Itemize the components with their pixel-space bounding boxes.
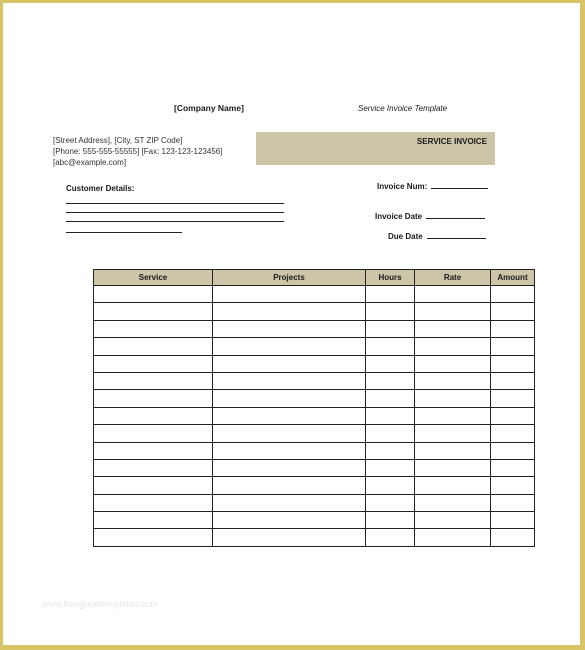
table-body [94, 286, 535, 547]
service-cell[interactable] [94, 355, 213, 372]
hours-cell[interactable] [366, 286, 415, 303]
column-header-projects: Projects [213, 270, 366, 286]
table-row [94, 320, 535, 337]
table-row [94, 390, 535, 407]
service-cell[interactable] [94, 459, 213, 476]
hours-cell[interactable] [366, 320, 415, 337]
table-row [94, 477, 535, 494]
amount-cell[interactable] [491, 512, 535, 529]
amount-cell[interactable] [491, 529, 535, 546]
amount-cell[interactable] [491, 442, 535, 459]
line-items-table [93, 269, 535, 547]
address-line: [Street Address], [City, ST ZIP Code] [53, 136, 183, 145]
hours-cell[interactable] [366, 529, 415, 546]
service-cell[interactable] [94, 529, 213, 546]
due-date-blank[interactable] [427, 230, 486, 239]
amount-cell[interactable] [491, 494, 535, 511]
column-header-hours: Hours [366, 270, 415, 286]
projects-cell[interactable] [213, 425, 366, 442]
hours-cell[interactable] [366, 425, 415, 442]
invoice-date-label: Invoice Date [375, 212, 423, 221]
column-header-rate: Rate [415, 270, 491, 286]
company-name: [Company Name] [174, 103, 244, 113]
service-cell[interactable] [94, 512, 213, 529]
rate-cell[interactable] [415, 320, 491, 337]
service-cell[interactable] [94, 320, 213, 337]
customer-details-line[interactable] [66, 203, 284, 204]
invoice-date-blank[interactable] [426, 210, 485, 219]
projects-cell[interactable] [213, 407, 366, 424]
customer-details-line[interactable] [66, 232, 182, 233]
rate-cell[interactable] [415, 338, 491, 355]
projects-cell[interactable] [213, 372, 366, 389]
service-cell[interactable] [94, 477, 213, 494]
projects-cell[interactable] [213, 442, 366, 459]
customer-details-line[interactable] [66, 221, 284, 222]
service-invoice-banner [256, 132, 495, 165]
amount-cell[interactable] [491, 303, 535, 320]
table-row [94, 529, 535, 546]
rate-cell[interactable] [415, 355, 491, 372]
projects-cell[interactable] [213, 477, 366, 494]
projects-cell[interactable] [213, 459, 366, 476]
invoice-num-label: Invoice Num: [377, 182, 428, 191]
projects-cell[interactable] [213, 494, 366, 511]
projects-cell[interactable] [213, 512, 366, 529]
projects-cell[interactable] [213, 390, 366, 407]
table-row [94, 303, 535, 320]
hours-cell[interactable] [366, 390, 415, 407]
due-date-label: Due Date [388, 232, 423, 241]
amount-cell[interactable] [491, 425, 535, 442]
hours-cell[interactable] [366, 407, 415, 424]
amount-cell[interactable] [491, 407, 535, 424]
rate-cell[interactable] [415, 303, 491, 320]
rate-cell[interactable] [415, 390, 491, 407]
service-cell[interactable] [94, 372, 213, 389]
service-invoice-label: SERVICE INVOICE [416, 137, 487, 146]
watermark: www.freegreattemplates.com [42, 599, 159, 609]
table-row [94, 407, 535, 424]
customer-details-line[interactable] [66, 212, 284, 213]
column-header-amount: Amount [491, 270, 535, 286]
projects-cell[interactable] [213, 355, 366, 372]
service-cell[interactable] [94, 286, 213, 303]
rate-cell[interactable] [415, 407, 491, 424]
service-cell[interactable] [94, 338, 213, 355]
rate-cell[interactable] [415, 459, 491, 476]
invoice-date-field [375, 210, 485, 221]
hours-cell[interactable] [366, 494, 415, 511]
service-cell[interactable] [94, 390, 213, 407]
rate-cell[interactable] [415, 529, 491, 546]
email-line: [abc@example.com] [53, 158, 127, 167]
rate-cell[interactable] [415, 425, 491, 442]
amount-cell[interactable] [491, 477, 535, 494]
service-cell[interactable] [94, 442, 213, 459]
rate-cell[interactable] [415, 442, 491, 459]
amount-cell[interactable] [491, 286, 535, 303]
due-date-field [388, 230, 486, 241]
table-row [94, 338, 535, 355]
rate-cell[interactable] [415, 372, 491, 389]
table-row [94, 425, 535, 442]
projects-cell[interactable] [213, 286, 366, 303]
projects-cell[interactable] [213, 303, 366, 320]
hours-cell[interactable] [366, 512, 415, 529]
service-cell[interactable] [94, 494, 213, 511]
invoice-num-blank[interactable] [431, 180, 488, 189]
rate-cell[interactable] [415, 512, 491, 529]
table-row [94, 372, 535, 389]
hours-cell[interactable] [366, 442, 415, 459]
hours-cell[interactable] [366, 372, 415, 389]
service-cell[interactable] [94, 407, 213, 424]
amount-cell[interactable] [491, 459, 535, 476]
table-row [94, 442, 535, 459]
service-cell[interactable] [94, 303, 213, 320]
amount-cell[interactable] [491, 355, 535, 372]
amount-cell[interactable] [491, 338, 535, 355]
table-row [94, 512, 535, 529]
table-header-row [94, 270, 535, 286]
table-row [94, 494, 535, 511]
amount-cell[interactable] [491, 320, 535, 337]
hours-cell[interactable] [366, 477, 415, 494]
table-row [94, 355, 535, 372]
hours-cell[interactable] [366, 338, 415, 355]
contact-line: [Phone: 555-555-55555] [Fax: 123-123-123456] [53, 147, 223, 156]
rate-cell[interactable] [415, 286, 491, 303]
hours-cell[interactable] [366, 459, 415, 476]
amount-cell[interactable] [491, 390, 535, 407]
invoice-num-field [377, 180, 488, 191]
hours-cell[interactable] [366, 355, 415, 372]
projects-cell[interactable] [213, 320, 366, 337]
hours-cell[interactable] [366, 303, 415, 320]
table-row [94, 286, 535, 303]
rate-cell[interactable] [415, 494, 491, 511]
service-cell[interactable] [94, 425, 213, 442]
projects-cell[interactable] [213, 338, 366, 355]
projects-cell[interactable] [213, 529, 366, 546]
rate-cell[interactable] [415, 477, 491, 494]
column-header-service: Service [94, 270, 213, 286]
amount-cell[interactable] [491, 372, 535, 389]
customer-details-label: Customer Details: [66, 184, 135, 193]
table-row [94, 459, 535, 476]
template-title: Service Invoice Template [358, 104, 448, 113]
